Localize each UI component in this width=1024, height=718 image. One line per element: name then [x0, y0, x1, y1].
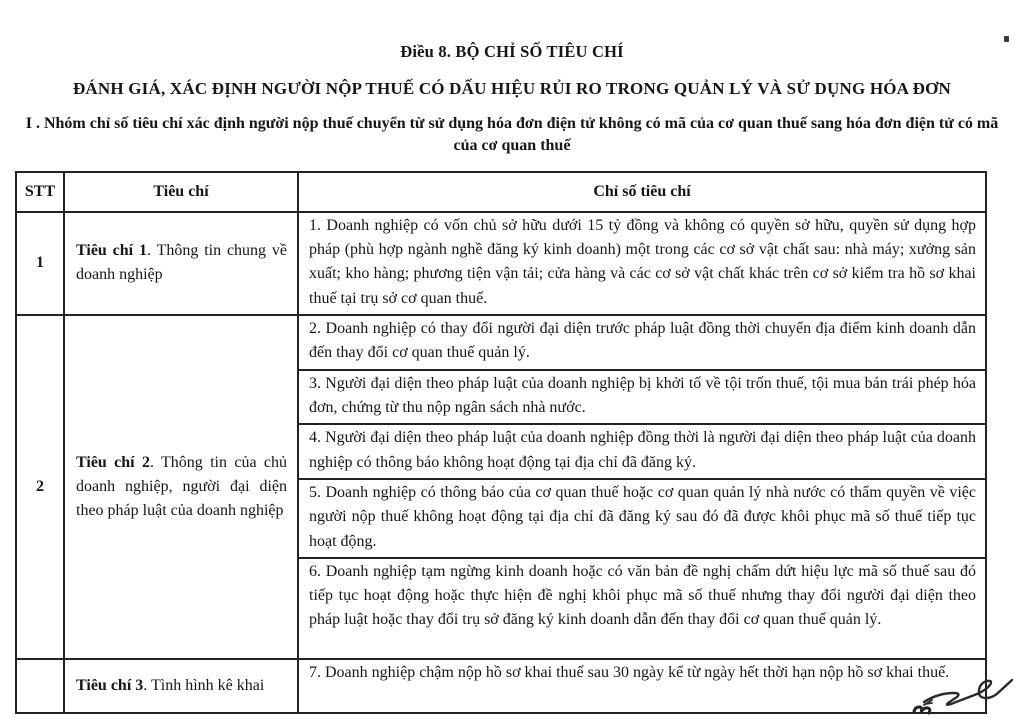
criterion-cell-1 — [64, 212, 298, 315]
criterion-text: . Thông tin của chủ doanh nghiệp, người đại diện theo pháp luật của doanh nghiệp — [76, 453, 287, 519]
indicator-cell-6: 6. Doanh nghiệp tạm ngừng kinh doanh hoặc có văn bản đề nghị chấm dứt hiệu lực mã số thuế sau đó tiếp tục hoạt động hoặc thực hiện đề nghị khôi phục mã số thuế nhưng thay đổi người đại diện theo pháp luật hoặc thay đổi trụ sở đăng ký kinh doanh dẫn đến thay đổi cơ quan thuế quản lý. — [298, 558, 986, 659]
signature-mark — [902, 676, 1018, 718]
criterion-text: . Tình hình kê khai — [143, 676, 265, 694]
table-row — [16, 315, 986, 370]
table-header-row — [16, 172, 986, 212]
criterion-label: Tiêu chí 1 — [76, 242, 147, 260]
indicator-cell-5: 5. Doanh nghiệp có thông báo của cơ quan thuế hoặc cơ quan quản lý nhà nước có thẩm quyền về việc người nộp thuế không hoạt động tại địa chỉ đã đăng ký sau đó đã được khôi phục mã số thuế tiếp tục hoạt động. — [298, 479, 986, 558]
header-stt: STT — [16, 172, 64, 212]
document-header — [0, 0, 1024, 158]
criterion-cell-2 — [64, 315, 298, 659]
table-row — [16, 212, 986, 315]
indicator-cell-4: 4. Người đại diện theo pháp luật của doanh nghiệp đồng thời là người đại diện theo pháp luật của doanh nghiệp có thông báo không hoạt động tại địa chỉ đã đăng ký. — [298, 424, 986, 479]
section-heading: I . Nhóm chỉ số tiêu chí xác định người nộp thuế chuyển từ sử dụng hóa đơn điện tử không có mã của cơ quan thuế sang hóa đơn điện tử có mã của cơ quan thuế — [25, 115, 999, 155]
header-tieu-chi: Tiêu chí — [64, 172, 298, 212]
indicator-cell-1: 1. Doanh nghiệp có vốn chủ sở hữu dưới 15 tỷ đồng và không có quyền sở hữu, quyền sử dụng hợp pháp (phù hợp ngành nghề đăng ký kinh doanh) một trong các cơ sở vật chất sau: nhà máy; xưởng sản xuất; kho hàng; phương tiện vận tải; cửa hàng và các cơ sở vật chất khác trên cơ sở kiểm tra hồ sơ khai thuế tại trụ sở cơ quan thuế. — [298, 212, 986, 315]
stt-cell-3 — [16, 659, 64, 713]
criteria-table — [15, 171, 987, 714]
scan-artifact-dot — [1004, 36, 1009, 42]
criterion-cell-3 — [64, 659, 298, 713]
article-title: Điều 8. BỘ CHỈ SỐ TIÊU CHÍ — [400, 42, 624, 61]
header-chi-so-tieu-chi: Chỉ số tiêu chí — [298, 172, 986, 212]
criterion-label: Tiêu chí 2 — [76, 453, 150, 471]
criterion-text: . Thông tin chung về doanh nghiệp — [76, 242, 288, 284]
stt-cell-1: 1 — [16, 212, 64, 315]
indicator-cell-2: 2. Doanh nghiệp có thay đổi người đại diện trước pháp luật đồng thời chuyển địa điểm kinh doanh dẫn đến thay đổi cơ quan thuế quản lý. — [298, 315, 986, 370]
criterion-label: Tiêu chí 3 — [76, 676, 144, 694]
article-subtitle: ĐÁNH GIÁ, XÁC ĐỊNH NGƯỜI NỘP THUẾ CÓ DẤU HIỆU RỦI RO TRONG QUẢN LÝ VÀ SỬ DỤNG HÓA ĐƠN — [72, 79, 952, 98]
indicator-cell-3: 3. Người đại diện theo pháp luật của doanh nghiệp bị khởi tố về tội trốn thuế, tội mua bán trái phép hóa đơn, chứng từ thu nộp ngân sách nhà nước. — [298, 370, 986, 425]
indicator-cell-7: 7. Doanh nghiệp chậm nộp hồ sơ khai thuế sau 30 ngày kể từ ngày hết thời hạn nộp hồ sơ khai thuế. — [298, 659, 986, 713]
stt-cell-2: 2 — [16, 315, 64, 659]
table-row — [16, 659, 986, 713]
